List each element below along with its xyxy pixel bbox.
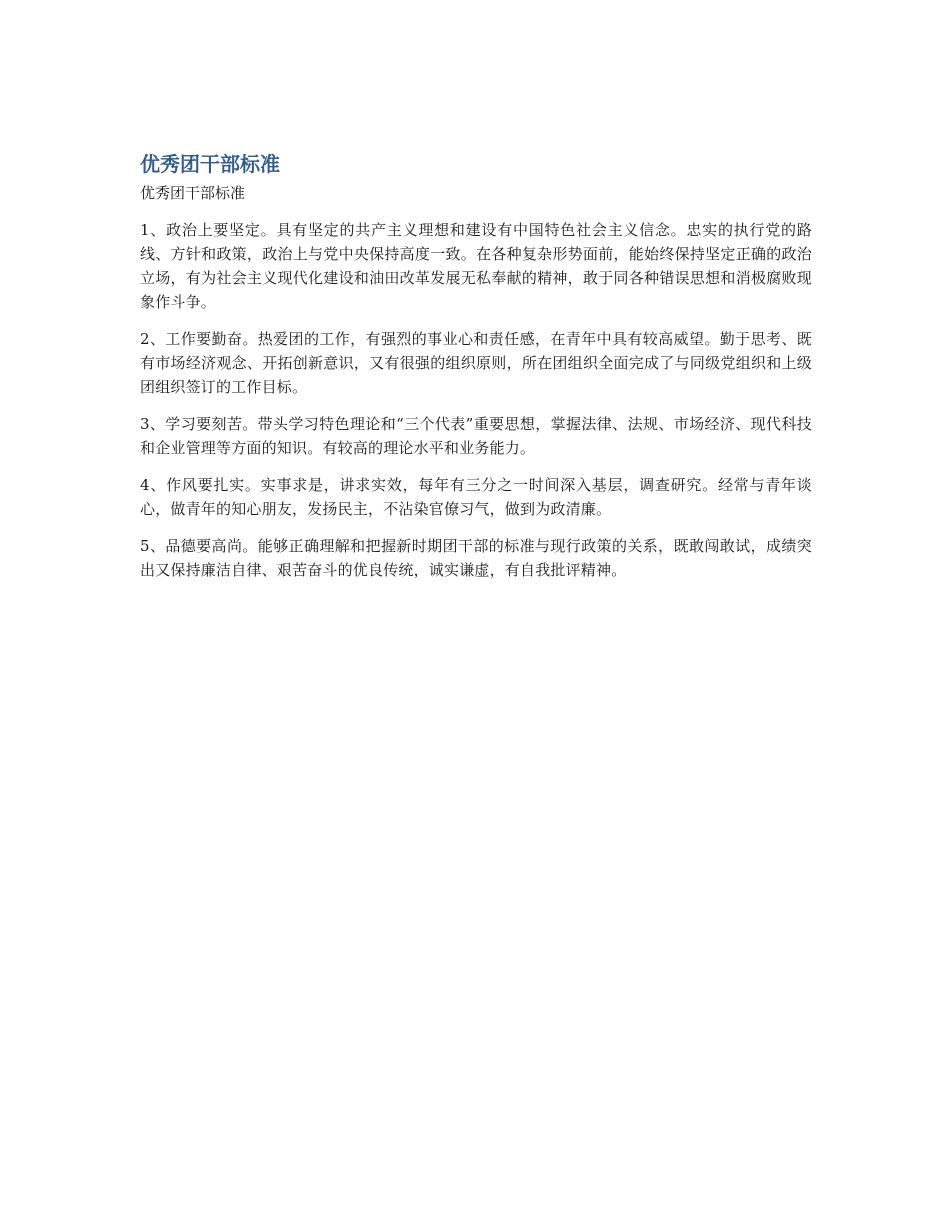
paragraph-3: 3、学习要刻苦。带头学习特色理论和“三个代表”重要思想，掌握法律、法规、市场经济、现代科技和企业管理等方面的知识。有较高的理论水平和业务能力。 <box>140 415 812 457</box>
paragraph-2: 2、工作要勤奋。热爱团的工作，有强烈的事业心和责任感，在青年中具有较高威望。勤于思考、既有市场经济观念、开拓创新意识，又有很强的组织原则，所在团组织全面完成了与同级党组织和上级团组织签订的工作目标。 <box>140 330 812 396</box>
paragraph-1: 1、政治上要坚定。具有坚定的共产主义理想和建设有中国特色社会主义信念。忠实的执行党的路线、方针和政策，政治上与党中央保持高度一致。在各种复杂形势面前，能始终保持坚定正确的政治立场，有为社会主义现代化建设和油田改革发展无私奉献的精神，敢于同各种错误思想和消极腐败现象作斗争。 <box>140 221 812 311</box>
paragraph-5: 5、品德要高尚。能够正确理解和把握新时期团干部的标准与现行政策的关系，既敢闯敢试，成绩突出又保持廉洁自律、艰苦奋斗的优良传统，诚实谦虚，有自我批评精神。 <box>140 537 812 579</box>
paragraph-4: 4、作风要扎实。实事求是，讲求实效，每年有三分之一时间深入基层，调查研究。经常与青年谈心，做青年的知心朋友，发扬民主，不沾染官僚习气，做到为政清廉。 <box>140 476 812 518</box>
document-subtitle: 优秀团干部标准 <box>140 184 246 202</box>
document-body <box>140 150 812 595</box>
page-title: 优秀团干部标准 <box>140 152 280 176</box>
